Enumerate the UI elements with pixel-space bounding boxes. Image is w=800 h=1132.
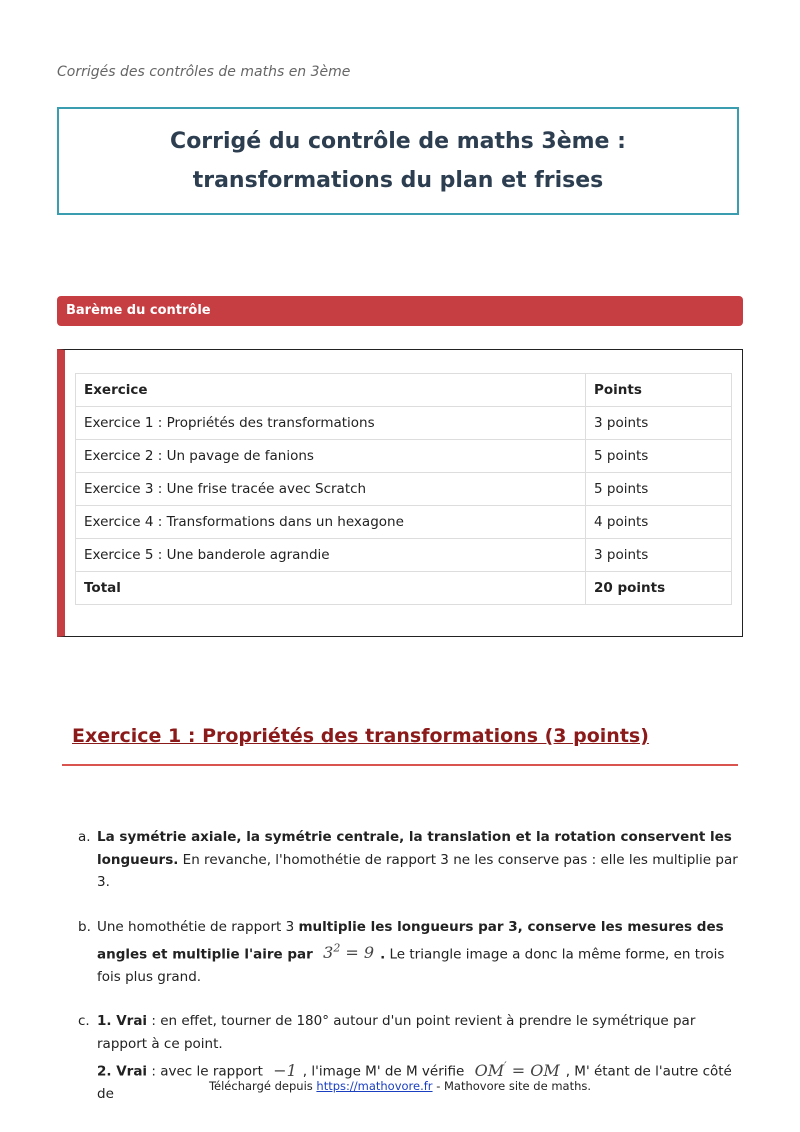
answer-a-bold: La symétrie axiale, la symétrie centrale, la translation et la rotation conservent les longueurs. xyxy=(97,829,732,868)
ratio-formula: −1 xyxy=(273,1060,297,1080)
table-row xyxy=(76,440,732,473)
answer-b-text-1: Une homothétie de rapport 3 xyxy=(97,918,299,935)
points-cell: 5 points xyxy=(586,440,732,473)
column-header-exercice: Exercice xyxy=(76,374,586,407)
answer-b-text-2: Le triangle image a donc la même forme, en trois fois plus grand. xyxy=(97,946,725,985)
footer xyxy=(0,1079,800,1093)
answer-c-1-text: : en effet, tourner de 180° autour d'un point revient à prendre le symétrique par rapport à ce point. xyxy=(97,1013,696,1052)
answer-a-marker: a. xyxy=(78,829,91,845)
page-title-line-2: transformations du plan et frises xyxy=(192,168,604,193)
answer-c-marker: c. xyxy=(78,1013,90,1030)
footer-suffix: - Mathovore site de maths. xyxy=(432,1079,592,1093)
table-row xyxy=(76,539,732,572)
table-row xyxy=(76,473,732,506)
page-title-line-1: Corrigé du contrôle de maths 3ème : xyxy=(170,129,626,154)
column-header-points: Points xyxy=(586,374,732,407)
answer-b-bold: multiplie les longueurs par 3, conserve les mesures des angles et multiplie l'aire par xyxy=(97,918,724,963)
bareme-box xyxy=(57,349,743,637)
exercise-cell: Exercice 1 : Propriétés des transformations xyxy=(76,407,586,440)
exercise-cell: Exercice 4 : Transformations dans un hexagone xyxy=(76,506,586,539)
mathovore-link[interactable]: https://mathovore.fr xyxy=(316,1079,433,1093)
footer-prefix: Téléchargé depuis xyxy=(208,1079,317,1093)
table-row xyxy=(76,506,732,539)
total-label-cell: Total xyxy=(76,572,586,605)
answer-c-2-text-3: , M' étant de l'autre côté de xyxy=(97,1063,732,1103)
title-box xyxy=(57,107,739,215)
answer-b xyxy=(78,916,742,989)
exercise-cell: Exercice 3 : Une frise tracée avec Scratch xyxy=(76,473,586,506)
distance-formula: OM′ = OM xyxy=(474,1059,560,1080)
table-total-row xyxy=(76,572,732,605)
exercise-cell: Exercice 5 : Une banderole agrandie xyxy=(76,539,586,572)
running-header: Corrigés des contrôles de maths en 3ème xyxy=(57,64,351,80)
answer-c-1-label: 1. Vrai xyxy=(97,1013,148,1030)
answer-a-text: En revanche, l'homothétie de rapport 3 ne les conserve pas : elle les multiplie par 3. xyxy=(97,851,738,890)
points-cell: 3 points xyxy=(586,539,732,572)
area-factor-formula: $3^2 = 9$ xyxy=(323,942,375,963)
exercise-cell: Exercice 2 : Un pavage de fanions xyxy=(76,440,586,473)
answer-c-part-1 xyxy=(97,1010,742,1055)
bareme-table xyxy=(75,373,732,605)
table-header-row xyxy=(76,374,732,407)
total-points-cell: 20 points xyxy=(586,572,732,605)
points-cell: 5 points xyxy=(586,473,732,506)
points-cell: 4 points xyxy=(586,506,732,539)
answer-a xyxy=(78,826,742,894)
answer-b-dot: . xyxy=(380,946,386,963)
points-cell: 3 points xyxy=(586,407,732,440)
answer-c-2-label: 2. Vrai xyxy=(97,1063,148,1080)
answer-b-marker: b. xyxy=(78,918,91,935)
answer-c-2-text-1: : avec le rapport xyxy=(147,1063,263,1080)
answer-c-2-text-2: , l'image M' de M vérifie xyxy=(302,1063,465,1080)
exercise-divider xyxy=(62,764,738,766)
exercise-1-title: Exercice 1 : Propriétés des transformations (3 points) xyxy=(72,725,649,747)
table-row xyxy=(76,407,732,440)
bareme-heading: Barème du contrôle xyxy=(57,296,743,326)
